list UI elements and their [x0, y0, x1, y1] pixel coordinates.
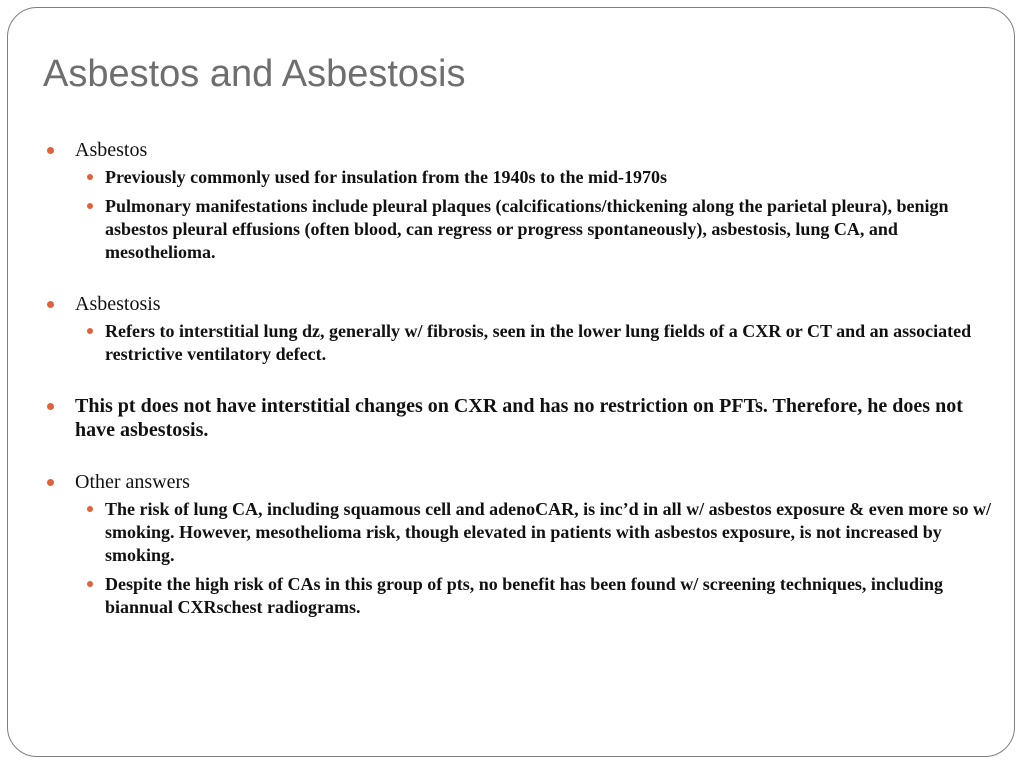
bullet-asbestosis — [44, 292, 1004, 316]
slide-title: Asbestos and Asbestosis — [43, 53, 466, 95]
section-asbestosis — [44, 292, 1004, 366]
sub-bullet-definition — [44, 320, 1004, 366]
bullet-dot-icon — [87, 506, 93, 512]
bullet-dot-icon — [87, 203, 93, 209]
section-conclusion — [44, 394, 1004, 442]
sub-bullet-text: Pulmonary manifestations include pleural plaques (calcifications/thickening along the parietal pleura), benign asbestos pleural effusions (often blood, can regress or progress spontaneously), asbestosis, lung CA, and mesothelioma. — [105, 196, 949, 262]
bullet-text: Other answers — [75, 471, 190, 493]
section-other-answers — [44, 470, 1004, 619]
bullet-conclusion — [44, 394, 1004, 442]
sub-bullet-text: Despite the high risk of CAs in this group of pts, no benefit has been found w/ screening techniques, including biannual CXRschest radiograms. — [105, 574, 943, 617]
sub-bullet-text: The risk of lung CA, including squamous cell and adenoCAR, is inc’d in all w/ asbestos exposure & even more so w/ smoking. However, mesothelioma risk, though elevated in patients with asbestos exposure, is not increased by smoking. — [105, 499, 991, 565]
sub-bullet-screening — [44, 573, 1004, 619]
sub-bullet-insulation — [44, 166, 1004, 189]
bullet-dot-icon — [47, 301, 54, 308]
bullet-dot-icon — [87, 328, 93, 334]
bullet-text: This pt does not have interstitial changes on CXR and has no restriction on PFTs. Therefore, he does not have asbestosis. — [75, 395, 963, 441]
sub-bullet-lung-ca-risk — [44, 498, 1004, 567]
bullet-text: Asbestosis — [75, 293, 161, 315]
bullet-text: Asbestos — [75, 139, 148, 161]
sub-bullet-text: Previously commonly used for insulation from the 1940s to the mid-1970s — [105, 167, 668, 187]
slide-content — [44, 138, 1004, 647]
bullet-dot-icon — [47, 403, 54, 410]
bullet-asbestos — [44, 138, 1004, 162]
bullet-dot-icon — [87, 174, 93, 180]
bullet-dot-icon — [87, 581, 93, 587]
section-asbestos — [44, 138, 1004, 264]
slide-frame — [7, 7, 1015, 757]
bullet-dot-icon — [47, 147, 54, 154]
bullet-dot-icon — [47, 479, 54, 486]
bullet-other-answers — [44, 470, 1004, 494]
sub-bullet-manifestations — [44, 195, 1004, 264]
sub-bullet-text: Refers to interstitial lung dz, generally w/ fibrosis, seen in the lower lung fields of a CXR or CT and an associated restrictive ventilatory defect. — [105, 321, 972, 364]
